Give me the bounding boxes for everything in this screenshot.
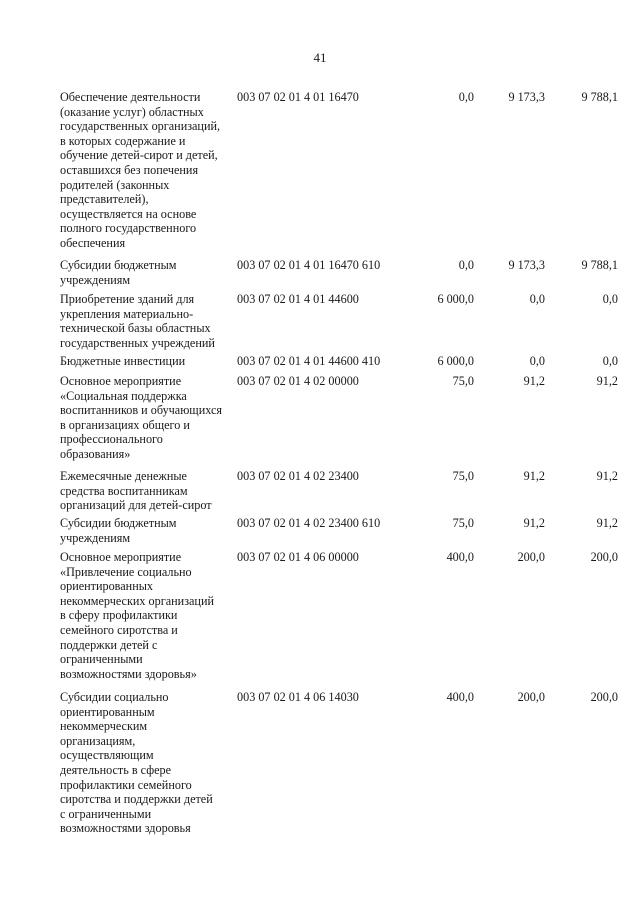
row-value-3: 0,0 (602, 292, 618, 306)
row-code: 003 07 02 01 4 01 44600 410 (237, 354, 381, 368)
row-value-2: 91,2 (523, 469, 545, 483)
row-value-2: 200,0 (517, 550, 545, 564)
row-value-1: 400,0 (446, 690, 474, 704)
row-name: Субсидии бюджетным учреждениям (60, 516, 177, 545)
row-value-3: 91,2 (596, 374, 618, 388)
row-name: Ежемесячные денежные средства воспитанникам организаций для детей-сирот (60, 469, 212, 513)
row-name: Субсидии бюджетным учреждениям (60, 258, 177, 287)
row-value-3: 9 788,1 (581, 258, 618, 272)
row-value-2: 91,2 (523, 516, 545, 530)
row-value-3: 0,0 (602, 354, 618, 368)
row-value-2: 91,2 (523, 374, 545, 388)
row-code: 003 07 02 01 4 01 44600 (237, 292, 359, 306)
row-value-3: 91,2 (596, 469, 618, 483)
row-value-2: 200,0 (517, 690, 545, 704)
row-value-2: 9 173,3 (508, 258, 545, 272)
row-value-3: 200,0 (590, 550, 618, 564)
row-code: 003 07 02 01 4 01 16470 610 (237, 258, 381, 272)
row-value-1: 0,0 (458, 90, 474, 104)
row-code: 003 07 02 01 4 01 16470 (237, 90, 359, 104)
row-value-1: 6 000,0 (437, 354, 474, 368)
row-value-2: 0,0 (529, 292, 545, 306)
row-name: Основное мероприятие «Привлечение социально ориентированных некоммерческих организаций в сферу профилактики семейного сиротства и поддержки детей с ограниченными возможностями здоровья» (60, 550, 214, 681)
row-name: Обеспечение деятельности (оказание услуг) областных государственных организаций, в которых содержание и обучение детей-сирот и детей, оставшихся без попечения родителей (законных представителей), осуществляется на основе полного государственного обеспечения (60, 90, 221, 250)
row-name: Основное мероприятие «Социальная поддержка воспитанников и обучающихся в организациях общего и профессионального образования» (60, 374, 222, 461)
row-value-3: 9 788,1 (581, 90, 618, 104)
row-name: Приобретение зданий для укрепления материально- технической базы областных государственных учреждений (60, 292, 215, 350)
row-value-1: 6 000,0 (437, 292, 474, 306)
row-code: 003 07 02 01 4 06 14030 (237, 690, 359, 704)
row-value-3: 200,0 (590, 690, 618, 704)
row-code: 003 07 02 01 4 02 23400 (237, 469, 359, 483)
row-value-2: 0,0 (529, 354, 545, 368)
row-name: Бюджетные инвестиции (60, 354, 186, 368)
row-code: 003 07 02 01 4 02 23400 610 (237, 516, 381, 530)
row-name: Субсидии социально ориентированным некоммерческим организациям, осуществляющим деятельность в сфере профилактики семейного сиротства и поддержки детей с ограниченными возможностями здоровья (60, 690, 213, 836)
row-value-1: 0,0 (458, 258, 474, 272)
row-value-2: 9 173,3 (508, 90, 545, 104)
row-value-1: 75,0 (452, 374, 474, 388)
row-value-1: 75,0 (452, 516, 474, 530)
row-value-1: 75,0 (452, 469, 474, 483)
page-number: 41 (313, 50, 327, 65)
row-value-1: 400,0 (446, 550, 474, 564)
row-code: 003 07 02 01 4 06 00000 (237, 550, 359, 564)
row-value-3: 91,2 (596, 516, 618, 530)
row-code: 003 07 02 01 4 02 00000 (237, 374, 359, 388)
